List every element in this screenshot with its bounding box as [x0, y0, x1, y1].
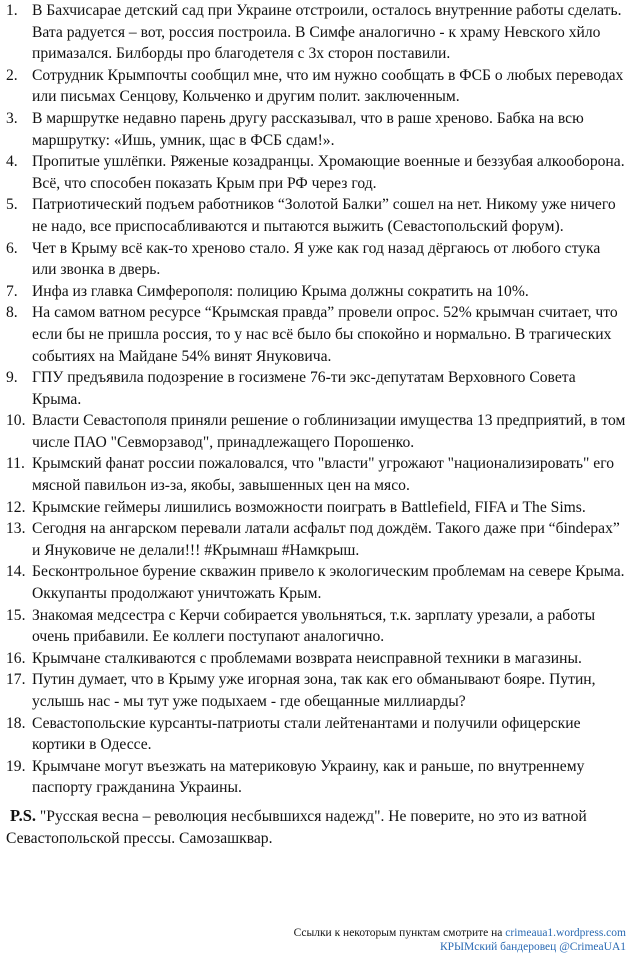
list-item: [6, 497, 628, 519]
list-item: [6, 453, 628, 496]
list-item: [6, 648, 628, 670]
list-item: [6, 669, 628, 712]
item-number: 13.: [6, 520, 26, 538]
item-text: ГПУ предъявила подозрение в госизмене 76-ти экс-депутатам Верховного Совета Крыма.: [32, 369, 576, 408]
links-line: [294, 926, 626, 940]
item-text: Сегодня на ангарском перевали латали асфальт под дождём. Такого даже при “бindepах” и Януковиче не делали!!! #Крымнаш #Намкрыш.: [32, 520, 620, 559]
item-text: Крымский фанат россии пожаловался, что "власти" угрожают "национализировать" его мясной павильон из-за, якобы, завышенных цен на мясо.: [32, 455, 615, 495]
list-item: [6, 302, 628, 367]
item-text: Патриотический подъем работников “Золотой Балки” сошел на нет. Никому уже ничего не надо, все приспосабливаются и пытаются выжить (Севастопольский форум).: [32, 196, 616, 235]
item-text: Крымчане сталкиваются с проблемами возврата неисправной техники в магазины.: [32, 649, 582, 667]
item-number: 17.: [6, 671, 26, 689]
item-number: 8.: [6, 304, 18, 322]
item-number: 10.: [6, 412, 26, 430]
news-list: [6, 0, 628, 799]
item-number: 7.: [6, 282, 18, 300]
list-item: [6, 756, 628, 799]
item-text: Крымчане могут въезжать на материковую Украину, как и раньше, по внутреннему паспорту гражданина Украины.: [32, 757, 585, 797]
item-number: 1.: [6, 2, 18, 19]
list-item: [6, 561, 628, 604]
item-text: Знакомая медсестра с Керчи собирается увольняться, т.к. зарплату урезали, а работы очень прибавили. Ее коллеги поступают аналогично.: [32, 606, 596, 646]
footer-links: [294, 926, 626, 954]
item-number: 3.: [6, 109, 18, 127]
item-number: 14.: [6, 563, 26, 581]
ps-text: "Русская весна – революция несбывшихся надежд". Не поверите, но это из ватной Севастопольской прессы. Самозашквар.: [6, 807, 587, 847]
list-item: [6, 65, 628, 108]
ps-label: P.S.: [10, 805, 36, 825]
item-text: Инфа из главка Симферополя: полицию Крыма должны сократить на 10%.: [32, 282, 529, 300]
item-number: 18.: [6, 714, 26, 732]
item-text: Бесконтрольное бурение скважин привело к экологическим проблемам на севере Крыма. Оккупанты продолжают уничтожать Крым.: [32, 563, 625, 603]
list-item: [6, 281, 628, 303]
item-number: 5.: [6, 196, 18, 214]
item-text: Пропитые ушлёпки. Ряженые козадранцы. Хромающие военные и беззубая алкооборона. Всё, что способен показать Крым при РФ через год.: [32, 153, 625, 192]
item-number: 4.: [6, 153, 18, 171]
item-text: Сотрудник Крымпочты сообщил мне, что им нужно сообщать в ФСБ о любых переводах или письмах Сенцову, Кольченко и другим полит. заключенным.: [32, 66, 624, 106]
item-text: В маршрутке недавно парень другу рассказывал, что в раше хреново. Бабка на всю маршрутку: «Ишь, умник, щас в ФСБ сдам!».: [32, 109, 584, 149]
item-number: 15.: [6, 606, 26, 624]
item-number: 6.: [6, 239, 18, 257]
item-text: Чет в Крыму всё как-то хреново стало. Я уже как год назад дёргаюсь от любого стука или звонка в дверь.: [32, 239, 601, 279]
item-number: 19.: [6, 757, 26, 775]
list-item: [6, 518, 628, 561]
item-number: 2.: [6, 66, 18, 84]
item-text: Крымские геймеры лишились возможности поиграть в Battlefield, FIFA и The Sims.: [32, 498, 586, 516]
list-item: [6, 605, 628, 648]
list-item: [6, 151, 628, 194]
item-number: 12.: [6, 498, 26, 516]
postscript: [6, 805, 628, 849]
item-number: 9.: [6, 369, 18, 387]
item-text: В Бахчисарае детский сад при Украине отстроили, осталось внутренние работы сделать. Вата радуется – вот, россия построила. В Симфе аналогично - к храму Невского хйло примазался. Билборды про благодетеля с 3х сторон поставили.: [32, 2, 622, 63]
list-item: [6, 713, 628, 756]
list-item: [6, 194, 628, 237]
list-item: [6, 367, 628, 410]
item-text: Севастопольские курсанты-патриоты стали лейтенантами и получили офицерские кортики в Одессе.: [32, 714, 581, 754]
item-number: 11.: [6, 455, 25, 473]
links-prefix: Ссылки к некоторым пунктам смотрите на: [293, 927, 506, 939]
author-credit: КРЫМский бандеровец @CrimeaUA1: [439, 941, 626, 953]
item-text: На самом ватном ресурсе “Крымская правда” провели опрос. 52% крымчан считает, что если бы не пришла россия, то у нас всё было бы спокойно и нормально. В трагических событиях на Майдане 54% винят Януковича.: [32, 304, 618, 365]
links-site-link[interactable]: crimeaua1.wordpress.com: [505, 927, 626, 939]
list-item: [6, 0, 628, 65]
list-item: [6, 108, 628, 151]
item-text: Власти Севастополя приняли решение о гоблинизации имущества 13 предприятий, в том числе ПАО "Севморзавод", принадлежащего Порошенко.: [32, 412, 626, 451]
list-item: [6, 238, 628, 281]
list-item: [6, 410, 628, 453]
item-number: 16.: [6, 649, 26, 667]
item-text: Путин думает, что в Крыму уже игорная зона, так как его обманывают бояре. Путин, услышь нас - мы тут уже подыхаем - где обещанные миллиарды?: [32, 671, 596, 710]
